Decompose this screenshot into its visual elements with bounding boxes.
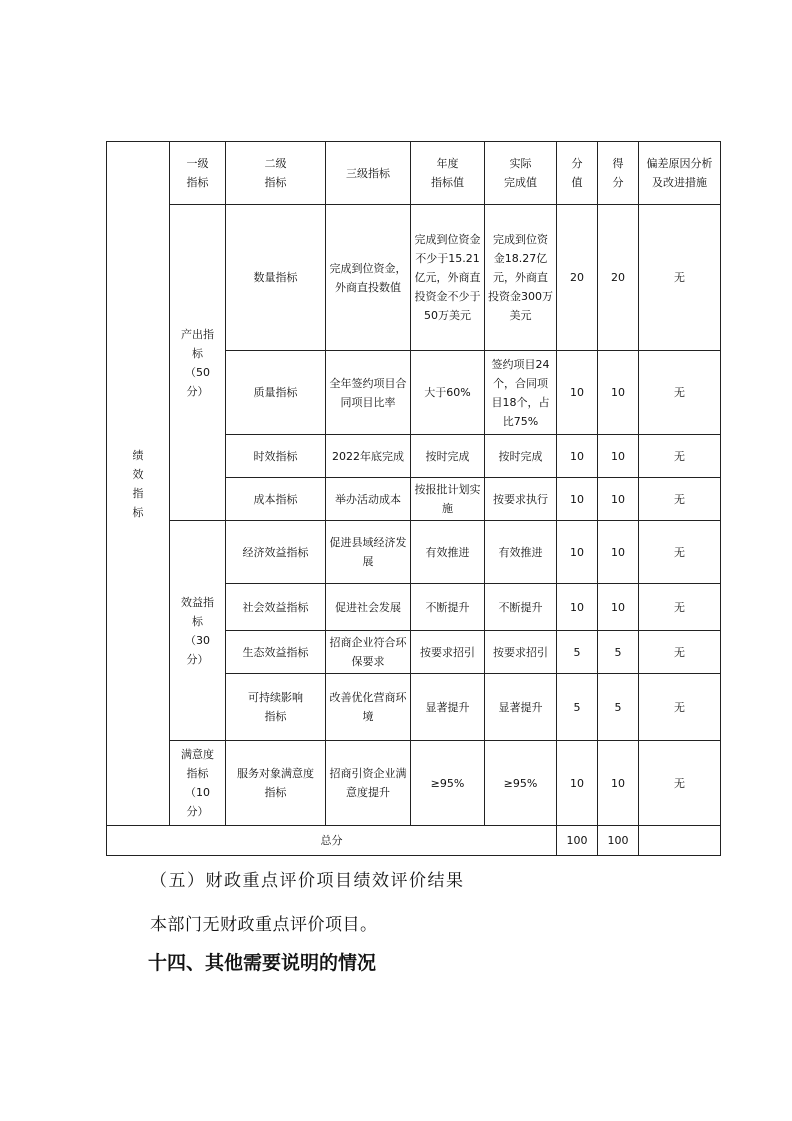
row-got: 10 (598, 435, 639, 478)
total-reason (639, 826, 721, 856)
row-l3: 全年签约项目合同项目比率 (326, 351, 411, 435)
row-l2: 质量指标 (226, 351, 326, 435)
row-l3: 招商企业符合环保要求 (326, 631, 411, 674)
row-target: 按时完成 (411, 435, 485, 478)
row-actual: 不断提升 (485, 584, 557, 631)
outer-label: 绩 效 指 标 (107, 142, 170, 826)
row-actual: 按时完成 (485, 435, 557, 478)
header-level3: 三级指标 (326, 142, 411, 205)
row-reason: 无 (639, 584, 721, 631)
row-l3: 招商引资企业满意度提升 (326, 741, 411, 826)
row-l2: 时效指标 (226, 435, 326, 478)
row-l2: 服务对象满意度 指标 (226, 741, 326, 826)
row-l2: 经济效益指标 (226, 521, 326, 584)
row-reason: 无 (639, 205, 721, 351)
row-actual: ≥95% (485, 741, 557, 826)
row-target: 完成到位资金不少于15.21亿元，外商直投资金不少于50万美元 (411, 205, 485, 351)
row-got: 10 (598, 741, 639, 826)
row-l2: 生态效益指标 (226, 631, 326, 674)
header-got: 得 分 (598, 142, 639, 205)
row-l3: 2022年底完成 (326, 435, 411, 478)
group-satisfaction: 满意度 指标 （10 分） (170, 741, 226, 826)
row-actual: 有效推进 (485, 521, 557, 584)
row-reason: 无 (639, 351, 721, 435)
group-output: 产出指 标 （50 分） (170, 205, 226, 521)
row-actual: 按要求招引 (485, 631, 557, 674)
header-target: 年度 指标值 (411, 142, 485, 205)
section5-text: 本部门无财政重点评价项目。 (150, 915, 378, 935)
row-actual: 按要求执行 (485, 478, 557, 521)
row-got: 5 (598, 674, 639, 741)
row-target: 按报批计划实施 (411, 478, 485, 521)
row-l2: 可持续影响 指标 (226, 674, 326, 741)
row-reason: 无 (639, 741, 721, 826)
row-l3: 促进社会发展 (326, 584, 411, 631)
row-reason: 无 (639, 478, 721, 521)
row-got: 10 (598, 584, 639, 631)
row-reason: 无 (639, 674, 721, 741)
total-row (107, 826, 721, 856)
row-l2: 社会效益指标 (226, 584, 326, 631)
row-target: 不断提升 (411, 584, 485, 631)
row-actual: 签约项目24个，合同项目18个，占比75% (485, 351, 557, 435)
row-reason: 无 (639, 521, 721, 584)
total-label: 总分 (107, 826, 557, 856)
section5-heading: （五）财政重点评价项目绩效评价结果 (150, 871, 465, 891)
row-target: 有效推进 (411, 521, 485, 584)
table-row (107, 741, 721, 826)
row-got: 10 (598, 521, 639, 584)
row-score: 10 (557, 521, 598, 584)
row-score: 5 (557, 631, 598, 674)
header-reason: 偏差原因分析及改进措施 (639, 142, 721, 205)
row-target: ≥95% (411, 741, 485, 826)
row-score: 20 (557, 205, 598, 351)
row-target: 按要求招引 (411, 631, 485, 674)
header-row (107, 142, 721, 205)
row-got: 10 (598, 478, 639, 521)
row-l2: 成本指标 (226, 478, 326, 521)
row-score: 10 (557, 584, 598, 631)
row-score: 5 (557, 674, 598, 741)
row-got: 20 (598, 205, 639, 351)
row-l2: 数量指标 (226, 205, 326, 351)
group-benefit: 效益指 标 （30 分） (170, 521, 226, 741)
header-level2: 二级 指标 (226, 142, 326, 205)
row-target: 显著提升 (411, 674, 485, 741)
row-got: 10 (598, 351, 639, 435)
header-level1: 一级 指标 (170, 142, 226, 205)
row-score: 10 (557, 741, 598, 826)
row-got: 5 (598, 631, 639, 674)
row-actual: 显著提升 (485, 674, 557, 741)
row-score: 10 (557, 435, 598, 478)
total-got: 100 (598, 826, 639, 856)
row-l3: 促进县域经济发展 (326, 521, 411, 584)
row-score: 10 (557, 478, 598, 521)
row-l3: 举办活动成本 (326, 478, 411, 521)
row-l3: 完成到位资金，外商直投数值 (326, 205, 411, 351)
performance-table (106, 141, 721, 856)
row-target: 大于60% (411, 351, 485, 435)
row-reason: 无 (639, 631, 721, 674)
row-score: 10 (557, 351, 598, 435)
total-score: 100 (557, 826, 598, 856)
header-score: 分 值 (557, 142, 598, 205)
section14-heading: 十四、其他需要说明的情况 (148, 952, 377, 974)
row-l3: 改善优化营商环境 (326, 674, 411, 741)
table-row (107, 205, 721, 351)
row-actual: 完成到位资金18.27亿元，外商直投资金300万美元 (485, 205, 557, 351)
row-reason: 无 (639, 435, 721, 478)
header-actual: 实际 完成值 (485, 142, 557, 205)
table-row (107, 521, 721, 584)
